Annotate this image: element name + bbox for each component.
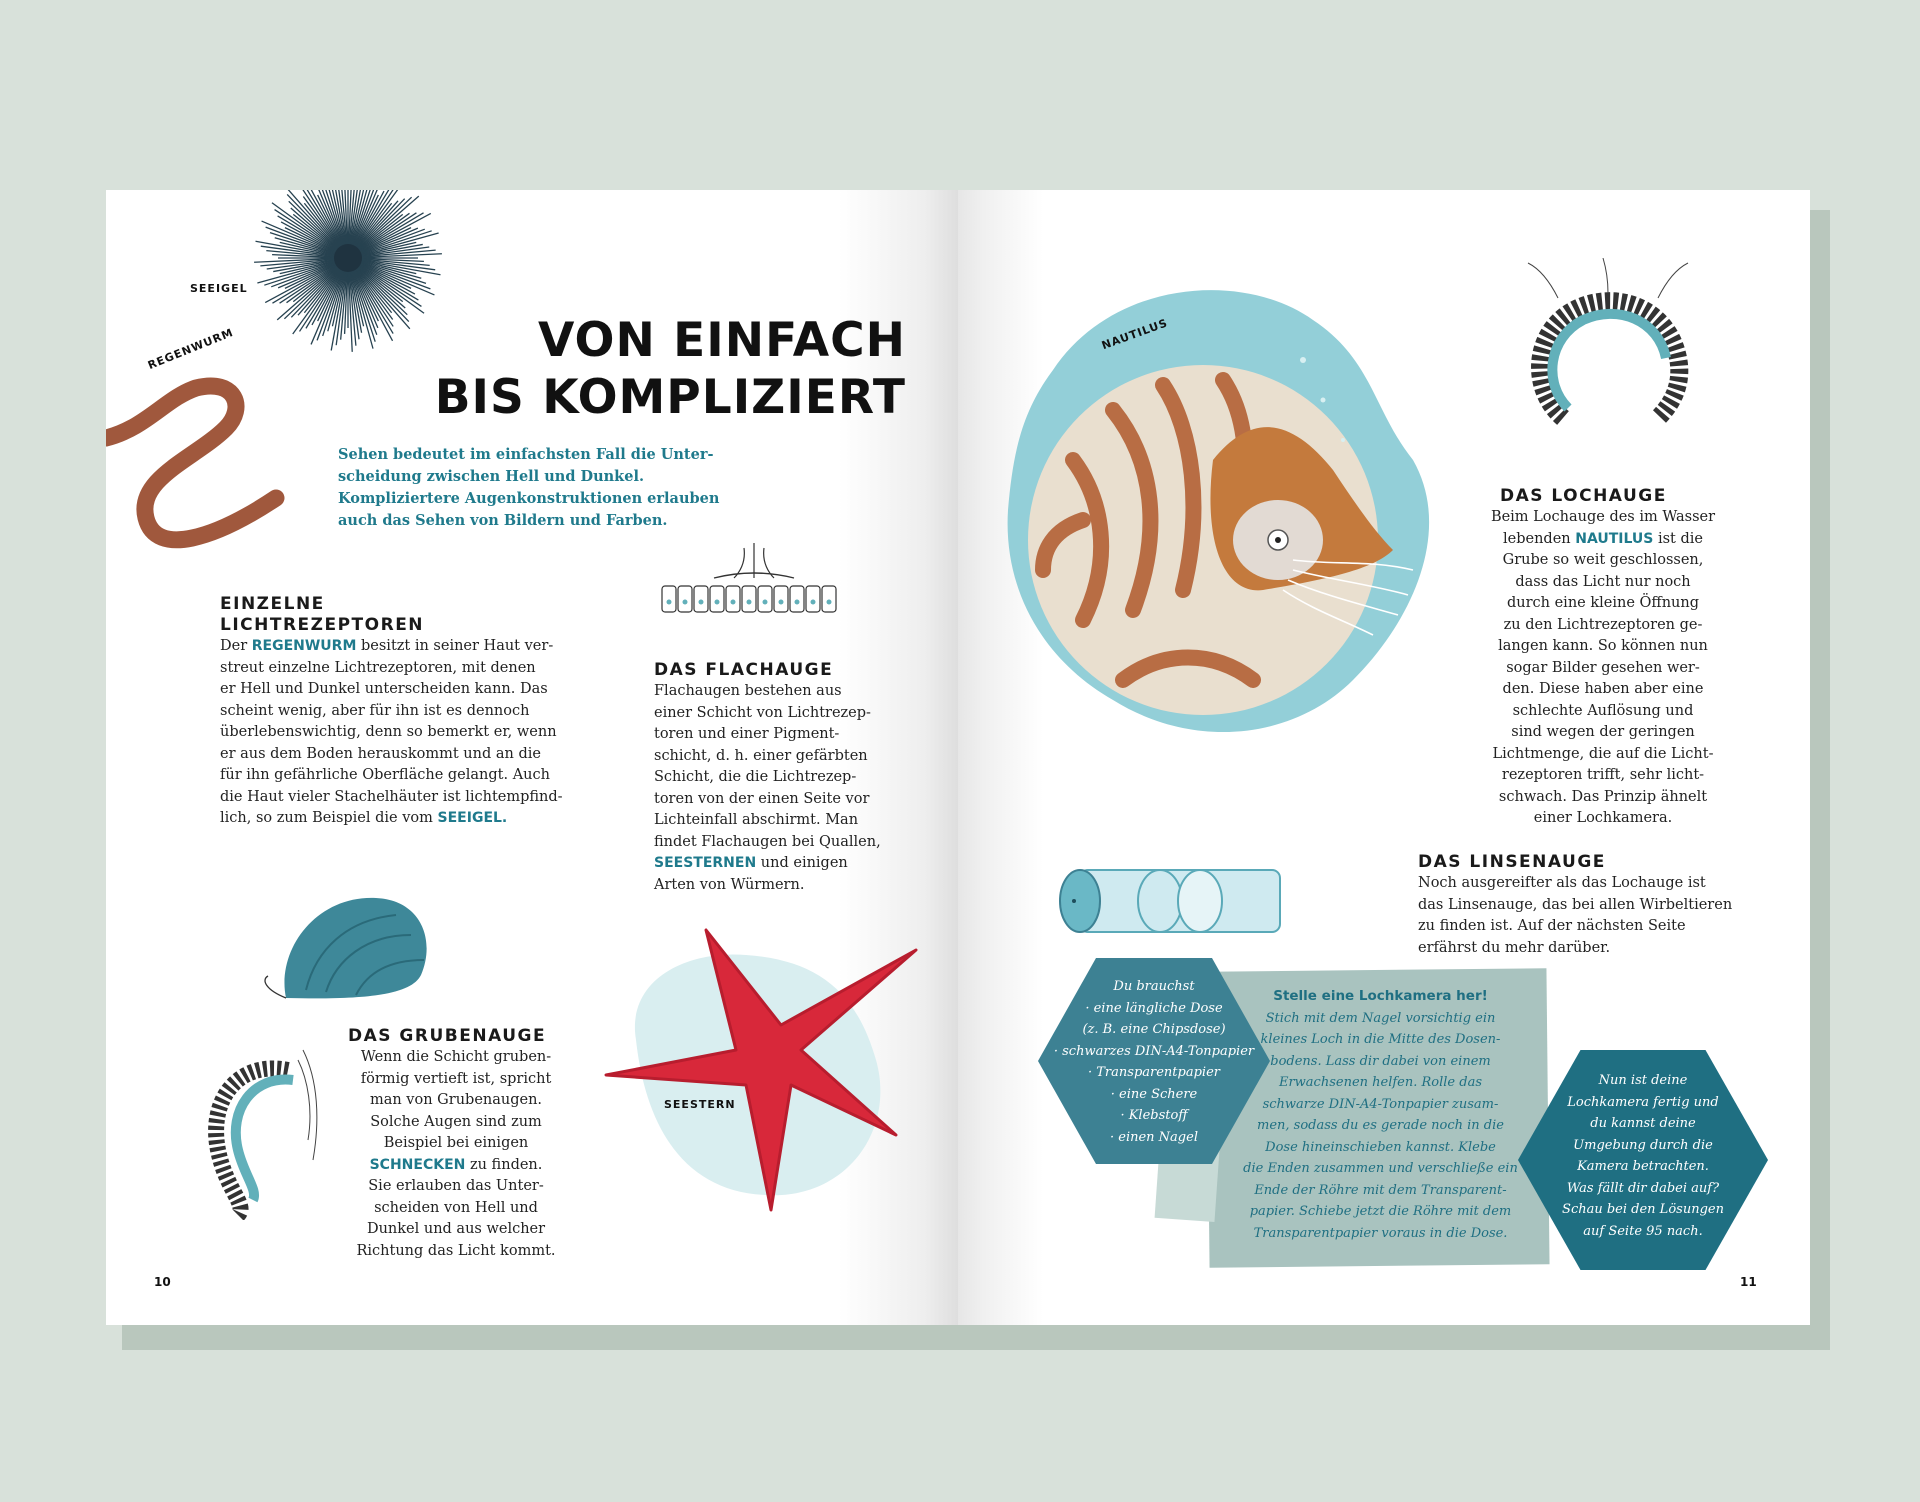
heading-einzelne-1: EINZELNE [220, 594, 325, 614]
highlight-seeigel: SEEIGEL. [437, 810, 508, 826]
title-line-1: VON EINFACH [537, 313, 906, 368]
heading-lochauge: DAS LOCHAUGE [1500, 486, 1667, 506]
body-line: Solche Augen sind zum [370, 1113, 542, 1130]
instructions-line: kleines Loch in die Mitte des Dosen- [1260, 1032, 1501, 1047]
result-line: Lochkamera fertig und [1567, 1094, 1719, 1110]
body-line: überlebenswichtig, denn so bemerkt er, wenn [220, 724, 557, 740]
body-line: erfährst du mehr darüber. [1418, 939, 1611, 956]
body-line: man von Grubenaugen. [369, 1092, 543, 1108]
instructions-line: Dose hineinschieben kannst. Klebe [1265, 1139, 1496, 1155]
body-line: Sie erlauben das Unter- [368, 1178, 544, 1194]
page-number-right: 11 [1740, 1275, 1757, 1289]
body-line: Beispiel bei einigen [383, 1135, 529, 1151]
section-lochauge [1468, 486, 1738, 830]
body-line: streut einzelne Lichtrezeptoren, mit denen [220, 659, 536, 676]
text-run: lich, so zum Beispiel die vom [220, 810, 438, 826]
materials-item: · einen Nagel [1110, 1129, 1198, 1145]
body-line: einer Lochkamera. [1533, 810, 1673, 826]
materials-item: · schwarzes DIN-A4-Tonpapier [1053, 1043, 1255, 1059]
section-linsenauge [1418, 852, 1758, 959]
pinhole-eye-icon [1508, 258, 1708, 458]
body-line: er Hell und Dunkel unterscheiden kann. Das [220, 681, 548, 697]
intro-text [338, 444, 738, 532]
body-line: Dunkel und aus welcher [366, 1221, 546, 1237]
intro-line: Kompliziertere Augenkonstruktionen erlauben [338, 490, 720, 507]
body-line: Noch ausgereifter als das Lochauge ist [1418, 875, 1706, 891]
instructions-line: bodens. Lass dir dabei von einem [1270, 1053, 1491, 1069]
body-line: toren von der einen Seite vor [654, 790, 870, 807]
materials-item: (z. B. eine Chipsdose) [1082, 1022, 1226, 1037]
flat-eye-icon [654, 538, 854, 628]
body-line: Arten von Würmern. [654, 876, 805, 893]
title-line-2: BIS KOMPLIZIERT [434, 370, 906, 425]
instructions-line: Ende der Röhre mit dem Transparent- [1254, 1182, 1507, 1198]
body-line: den. Diese haben aber eine [1502, 681, 1704, 697]
instructions-line: men, sodass du es gerade noch in die [1257, 1118, 1504, 1133]
text-run: ist die [1653, 530, 1703, 547]
result-line: Schau bei den Lösungen [1562, 1202, 1724, 1217]
body-line: das Linsenauge, das bei allen Wirbeltieren [1418, 896, 1733, 913]
body-line: schlechte Auflösung und [1512, 702, 1694, 719]
body-line: scheint wenig, aber für ihn ist es dennoch [220, 702, 530, 719]
body-line: er aus dem Boden herauskommt und an die [220, 745, 541, 762]
label-seestern: SEESTERN [664, 1098, 736, 1111]
result-line: Was fällt dir dabei auf? [1566, 1180, 1720, 1196]
body-line: die Haut vieler Stachelhäuter ist lichtempfind- [220, 788, 563, 805]
snail-icon [246, 880, 446, 1010]
result-line: du kannst deine [1590, 1116, 1696, 1131]
body-line: sogar Bilder gesehen wer- [1506, 659, 1700, 676]
right-page [958, 190, 1810, 1325]
heading-einzelne-2: LICHTREZEPTOREN [220, 615, 425, 635]
section-flachauge [654, 660, 914, 896]
instructions-line: die Enden zusammen und verschließe ein [1243, 1161, 1518, 1176]
body-line: toren und einer Pigment- [654, 726, 840, 742]
body-line: Flachaugen bestehen aus [654, 683, 842, 699]
text-run: und einigen [756, 855, 848, 871]
body-line: dass das Licht nur noch [1515, 573, 1691, 590]
body-line [220, 808, 600, 830]
instructions-line: Transparentpapier voraus in die Dose. [1253, 1225, 1508, 1241]
body-line: für ihn gefährliche Oberfläche gelangt. Auch [220, 767, 550, 783]
body-line: Lichteinfall abschirmt. Man [654, 812, 859, 828]
highlight-seesternen: SEESTERNEN [654, 855, 757, 871]
body-line [336, 1155, 576, 1177]
highlight-schnecken: SCHNECKEN [369, 1156, 466, 1173]
body-line: förmig vertieft ist, spricht [360, 1070, 552, 1087]
result-line: Nun ist deine [1598, 1073, 1688, 1088]
section-grubenauge [336, 1026, 576, 1262]
body-line: rezeptoren trifft, sehr licht- [1501, 767, 1705, 783]
body-line: einer Schicht von Lichtrezep- [654, 704, 871, 721]
page-number-left: 10 [154, 1275, 171, 1289]
body-line: Lichtmenge, die auf die Licht- [1492, 745, 1714, 762]
body-line: zu den Lichtrezeptoren ge- [1503, 616, 1703, 633]
result-line: Umgebung durch die [1573, 1137, 1713, 1153]
text-run: zu finden. [465, 1156, 543, 1173]
materials-title: Du brauchst [1113, 979, 1195, 994]
instructions-line: Erwachsenen helfen. Rolle das [1278, 1075, 1483, 1090]
body-line: zu finden ist. Auf der nächsten Seite [1418, 918, 1686, 934]
materials-item: · Transparentpapier [1088, 1065, 1220, 1080]
instructions-line: schwarze DIN-A4-Tonpapier zusam- [1262, 1096, 1499, 1112]
label-regenwurm: REGENWURM [146, 325, 236, 373]
materials-text [1038, 976, 1270, 1148]
body-line [654, 853, 914, 875]
body-line: Grube so weit geschlossen, [1502, 552, 1704, 568]
result-line: Kamera betrachten. [1577, 1159, 1709, 1174]
body-line: durch eine kleine Öffnung [1506, 595, 1700, 611]
body-line: sind wegen der geringen [1511, 724, 1695, 740]
heading-flachauge: DAS FLACHAUGE [654, 660, 834, 680]
intro-line: scheidung zwischen Hell und Dunkel. [338, 468, 645, 485]
label-nautilus: NAUTILUS [1100, 316, 1170, 353]
section-einzelne-lichtrezeptoren [220, 594, 600, 830]
instructions-line: papier. Schiebe jetzt die Röhre mit dem [1249, 1204, 1512, 1219]
left-page [106, 190, 958, 1325]
body-line: Schicht, die die Lichtrezep- [654, 769, 857, 785]
heading-grubenauge: DAS GRUBENAUGE [348, 1026, 547, 1046]
body-line: Richtung das Licht kommt. [356, 1242, 556, 1259]
heading-linsenauge: DAS LINSENAUGE [1418, 852, 1606, 872]
body-line: Beim Lochauge des im Wasser [1490, 509, 1716, 525]
body-line: Wenn die Schicht gruben- [360, 1049, 552, 1065]
highlight-regenwurm: REGENWURM [251, 638, 357, 654]
text-run: Der [220, 638, 252, 654]
materials-item: · eine Schere [1110, 1086, 1198, 1102]
tube-camera-icon [1050, 850, 1300, 950]
nautilus-icon [993, 260, 1453, 760]
intro-line: auch das Sehen von Bildern und Farben. [338, 512, 668, 529]
intro-line: Sehen bedeutet im einfachsten Fall die Unter- [338, 446, 714, 463]
body-line: langen kann. So können nun [1498, 638, 1708, 654]
text-run: lebenden [1503, 530, 1576, 547]
result-line: auf Seite 95 nach. [1583, 1223, 1703, 1239]
materials-item: · Klebstoff [1120, 1108, 1188, 1123]
instructions-title: Stelle eine Lochkamera her! [1273, 988, 1488, 1004]
instructions-line: Stich mit dem Nagel vorsichtig ein [1265, 1010, 1496, 1026]
body-line [1468, 529, 1738, 551]
body-line: scheiden von Hell und [374, 1199, 538, 1216]
body-line: schicht, d. h. einer gefärbten [654, 747, 868, 764]
earthworm-icon [106, 368, 286, 568]
body-line [220, 636, 600, 658]
materials-item: · eine längliche Dose [1085, 1000, 1223, 1016]
pit-eye-icon [198, 1040, 328, 1220]
highlight-nautilus: NAUTILUS [1575, 530, 1654, 547]
body-line: findet Flachaugen bei Quallen, [654, 833, 881, 850]
starfish-icon [596, 910, 936, 1220]
body-line: schwach. Das Prinzip ähnelt [1498, 788, 1708, 805]
result-text [1518, 1070, 1768, 1242]
label-seeigel: SEEIGEL [190, 282, 248, 295]
page-title [356, 312, 906, 426]
text-run: besitzt in seiner Haut ver- [356, 638, 554, 654]
